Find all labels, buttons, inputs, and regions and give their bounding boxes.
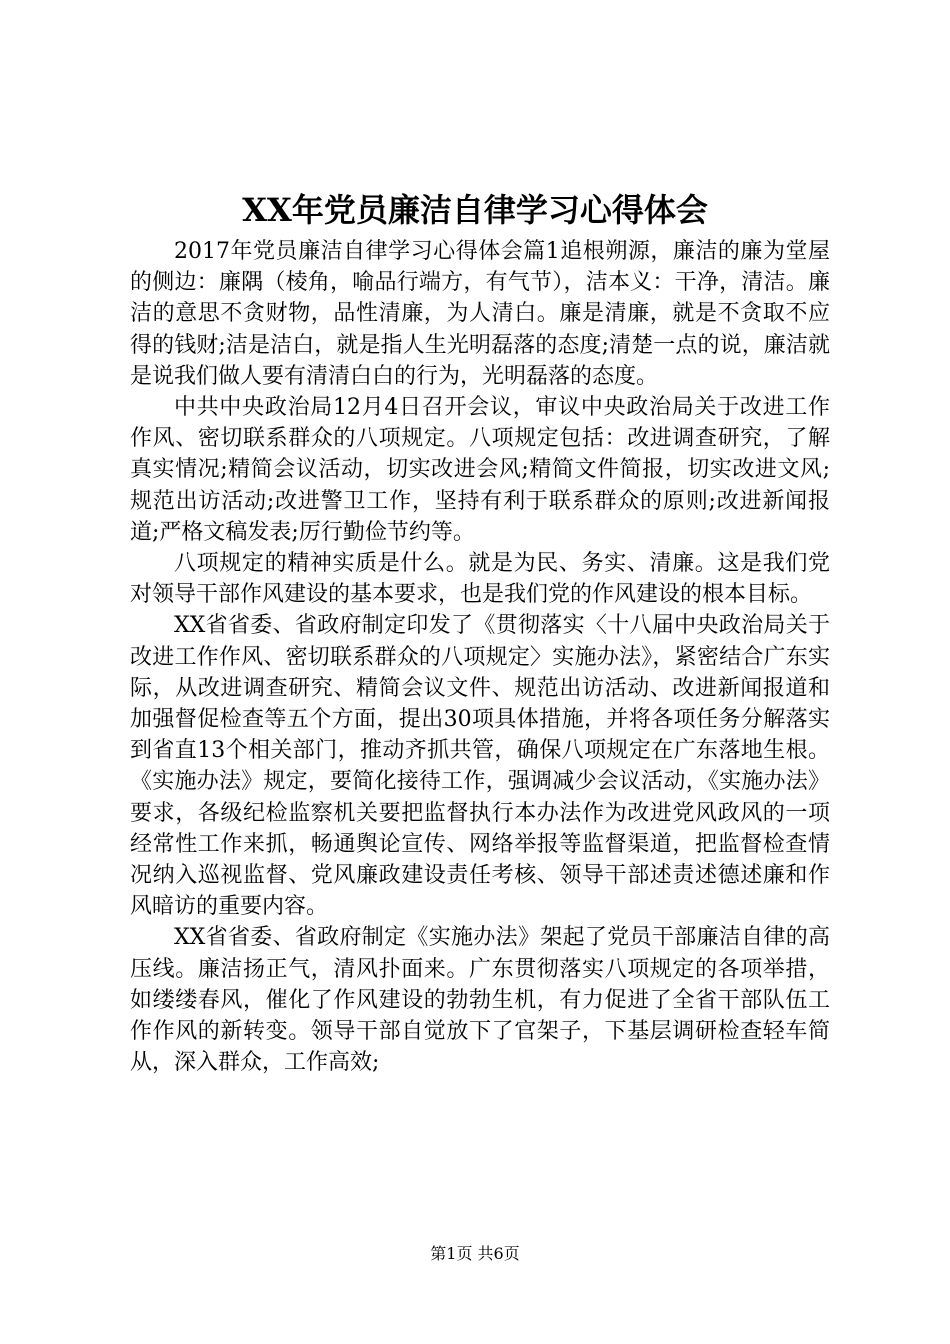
paragraph-4: XX省省委、省政府制定印发了《贯彻落实〈十八届中央政治局关于改进工作作风、密切联系群众的八项规定〉实施办法》，紧密结合广东实际，从改进调查研究、精简会议文件、规范出访活动、改进新闻报道和加强督促检查等五个方面，提出30项具体措施，并将各项任务分解落实到省直13个相关部门，推动齐抓共管，确保八项规定在广东落地生根。《实施办法》规定，要简化接待工作，强调减少会议活动，《实施办法》要求，各级纪检监察机关要把监督执行本办法作为改进党风政风的一项经常性工作来抓，畅通舆论宣传、网络举报等监督渠道，把监督检查情况纳入巡视监督、党风廉政建设责任考核、领导干部述责述德述廉和作风暗访的重要内容。: [130, 613, 830, 920]
document-title: XX年党员廉洁自律学习心得体会: [242, 191, 708, 229]
paragraph-5: XX省省委、省政府制定《实施办法》架起了党员干部廉洁自律的高压线。廉洁扬正气，清风扑面来。广东贯彻落实八项规定的各项举措，如缕缕春风，催化了作风建设的勃勃生机，有力促进了全省干部队伍工作作风的新转变。领导干部自觉放下了官架子，下基层调研检查轻车简从，深入群众，工作高效;: [130, 925, 830, 1076]
paragraph-1: 2017年党员廉洁自律学习心得体会篇1追根朔源，廉洁的廉为堂屋的侧边：廉隅（棱角，喻品行端方，有气节），洁本义：干净，清洁。廉洁的意思不贪财物，品性清廉，为人清白。廉是清廉，就是不贪取不应得的钱财;洁是洁白，就是指人生光明磊落的态度;清楚一点的说，廉洁就是说我们做人要有清清白白的行为，光明磊落的态度。: [130, 239, 830, 389]
paragraph-3: 八项规定的精神实质是什么。就是为民、务实、清廉。这是我们党对领导干部作风建设的基本要求，也是我们党的作风建设的根本目标。: [130, 551, 830, 608]
document-body: [130, 236, 830, 1078]
paragraph-2: 中共中央政治局12月4日召开会议，审议中央政治局关于改进工作作风、密切联系群众的八项规定。八项规定包括：改进调查研究，了解真实情况;精简会议活动，切实改进会风;精简文件简报，切实改进文风;规范出访活动;改进警卫工作，坚持有利于联系群众的原则;改进新闻报道;严格文稿发表;厉行勤俭节约等。: [130, 395, 830, 545]
page-number: 第1页 共6页: [430, 1244, 520, 1263]
